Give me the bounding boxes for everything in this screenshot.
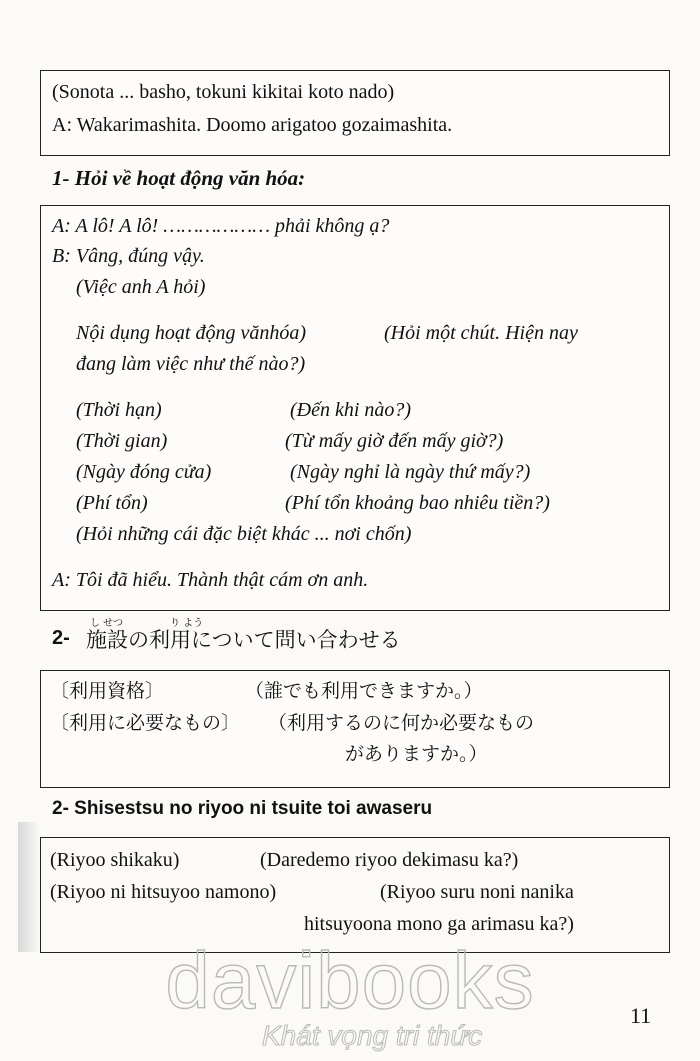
box1-line2: A: Wakarimashita. Doomo arigatoo gozaimashita. xyxy=(52,114,453,136)
watermark-slogan: Khát vọng tri thức xyxy=(262,1020,483,1051)
other-questions: (Hỏi những cái đặc biệt khác ... nơi chốn) xyxy=(76,523,412,545)
content-question-1: (Hỏi một chút. Hiện nay xyxy=(384,322,578,344)
jp-row2-question-2: がありますか。） xyxy=(345,743,488,765)
jp-row1-label: 〔利用資格〕 xyxy=(50,680,165,702)
scan-shadow xyxy=(18,822,40,952)
row-label-fee: (Phí tổn) xyxy=(76,492,148,514)
romaji-row2-question-2: hitsuyoona mono ga arimasu ka?) xyxy=(304,913,574,935)
romaji-row1-label: (Riyoo shikaku) xyxy=(50,849,180,871)
row-question-closed: (Ngày nghỉ là ngày thứ mấy?) xyxy=(290,461,531,483)
romaji-row1-question: (Daredemo riyoo dekimasu ka?) xyxy=(260,849,519,871)
row-label-closed: (Ngày đóng cửa) xyxy=(76,461,212,483)
section2-jp-heading: 施設の利用について問い合わせる xyxy=(86,628,401,652)
dialogue-a-line: A: A lô! A lô! ……………… phải không ạ? xyxy=(52,215,390,237)
closing-line: A: Tôi đã hiểu. Thành thật cám ơn anh. xyxy=(52,569,369,591)
dialogue-b-line: B: Vâng, đúng vậy. xyxy=(52,245,205,267)
section2-number: 2- xyxy=(52,627,70,649)
request-note: (Việc anh A hỏi) xyxy=(76,276,206,298)
content-question-2: đang làm việc như thế nào?) xyxy=(76,353,306,375)
jp-row2-label: 〔利用に必要なもの〕 xyxy=(50,712,241,734)
box1-line1: (Sonota ... basho, tokuni kikitai koto nado) xyxy=(52,81,395,103)
section1-heading: 1- Hỏi về hoạt động văn hóa: xyxy=(52,166,306,190)
romaji-row2-label: (Riyoo ni hitsuyoo namono) xyxy=(50,881,277,903)
furigana-shisetsu: し せつ xyxy=(90,618,124,629)
section2-romaji-heading: 2- Shisestsu no riyoo ni tsuite toi awaseru xyxy=(52,798,433,819)
row-question-period: (Đến khi nào?) xyxy=(290,399,412,421)
row-question-time: (Từ mấy giờ đến mấy giờ?) xyxy=(285,430,504,452)
page-number: 11 xyxy=(630,1003,652,1028)
jp-row1-question: （誰でも利用できますか。） xyxy=(245,680,483,702)
content-label: Nội dụng hoạt động vănhóa) xyxy=(76,322,306,344)
watermark-brand: davibooks xyxy=(165,936,535,1025)
romaji-row2-question-1: (Riyoo suru noni nanika xyxy=(380,881,574,903)
row-label-period: (Thời hạn) xyxy=(76,399,162,421)
row-label-time: (Thời gian) xyxy=(76,430,168,452)
jp-row2-question-1: （利用するのに何か必要なもの xyxy=(268,712,535,734)
row-question-fee: (Phí tổn khoảng bao nhiêu tiền?) xyxy=(285,492,550,514)
furigana-riyou: り よう xyxy=(170,618,204,629)
